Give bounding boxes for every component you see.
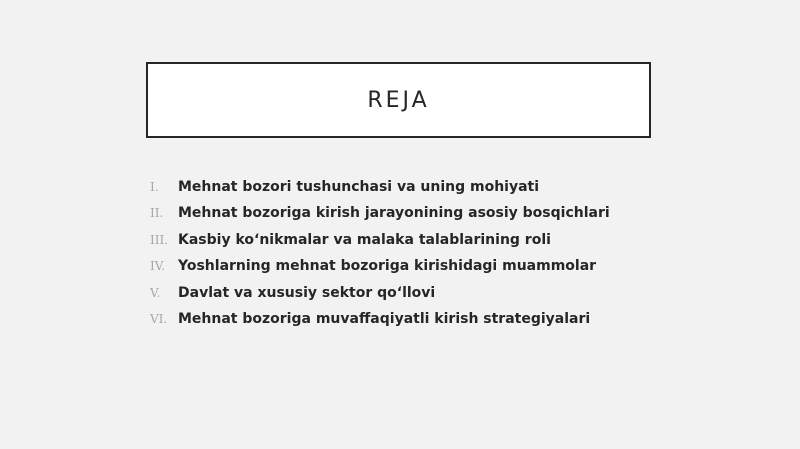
agenda-numeral: VI. (150, 311, 168, 326)
agenda-numeral: V. (150, 285, 161, 300)
agenda-text: Yoshlarning mehnat bozoriga kirishidagi muammolar (178, 258, 597, 275)
agenda-item (150, 306, 710, 332)
agenda-item (150, 227, 710, 253)
agenda-list (150, 174, 710, 332)
agenda-text: Mehnat bozoriga kirish jarayonining asosiy bosqichlari (178, 205, 610, 222)
agenda-item (150, 253, 710, 279)
agenda-numeral: III. (150, 232, 169, 247)
agenda-numeral: I. (150, 180, 159, 194)
agenda-text: Mehnat bozori tushunchasi va uning mohiyati (178, 179, 540, 195)
agenda-item (150, 200, 710, 226)
agenda-text: Mehnat bozoriga muvaffaqiyatli kirish strategiyalari (178, 310, 591, 327)
agenda-numeral: II. (150, 206, 164, 221)
title-box (146, 62, 651, 138)
agenda-item (150, 280, 710, 306)
agenda-text: Davlat va xususiy sektor qo‘llovi (178, 284, 436, 301)
slide-title: REJA (367, 87, 430, 113)
agenda-item (150, 174, 710, 200)
agenda-text: Kasbiy ko‘nikmalar va malaka talablarining roli (178, 231, 551, 248)
agenda-numeral: IV. (150, 259, 166, 274)
